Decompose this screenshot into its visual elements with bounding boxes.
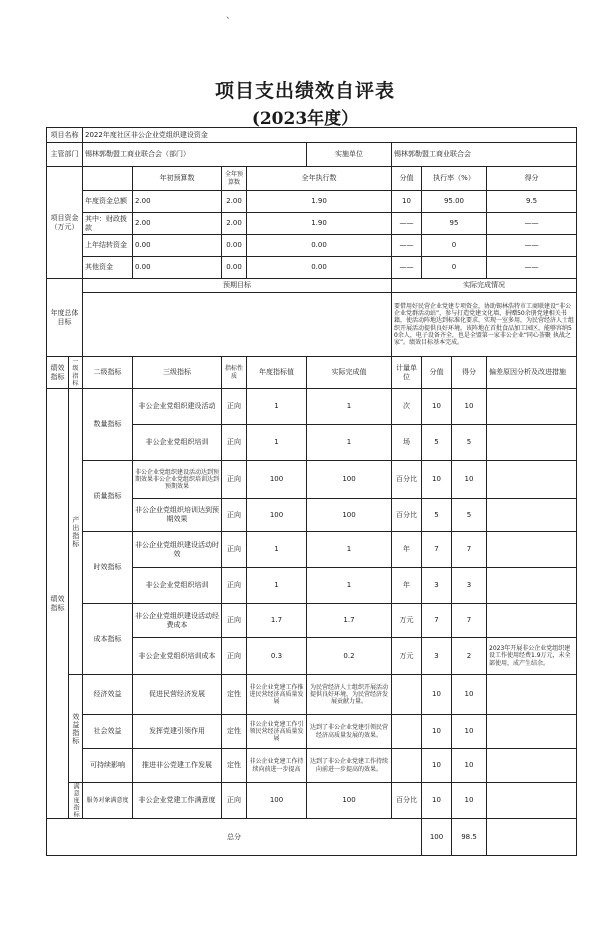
ind-actual: 达到了非公企业党建工作持续向前进一步提高的效果。 <box>307 749 392 783</box>
funds-header-annual: 年初预算数 <box>133 167 222 191</box>
ind-nature: 正向 <box>222 389 247 425</box>
funds-label: 项目资金（万元） <box>47 167 83 279</box>
ind-got: 2 <box>452 638 487 675</box>
ind-target: 1 <box>247 532 307 568</box>
ind-score: 10 <box>422 461 452 499</box>
quality-category: 质量指标 <box>83 461 133 532</box>
ind-score: 3 <box>422 568 452 604</box>
ind-nature: 定性 <box>222 715 247 749</box>
ind-actual: 0.2 <box>307 638 392 675</box>
ind-level2: 经济效益 <box>83 675 133 715</box>
funds-row-score: 10 <box>392 191 422 213</box>
funds-row-got: —— <box>487 235 577 257</box>
impl-value: 锡林郭勒盟工商业联合会 <box>392 143 577 167</box>
ind-actual: 为民营经济人士组织开展活动提供良好环境，为民营经济发展贡献力量。 <box>307 675 392 715</box>
funds-row-label: 其中：财政拨款 <box>83 213 133 235</box>
ind-header-reason: 偏差原因分析及改进措施 <box>487 357 577 389</box>
ind-score: 7 <box>422 604 452 638</box>
goals-expected <box>83 293 392 357</box>
ind-nature: 定性 <box>222 749 247 783</box>
ind-level3: 非公企业党组织培训 <box>133 568 222 604</box>
funds-row-exec: 1.90 <box>247 191 392 213</box>
ind-target: 1.7 <box>247 604 307 638</box>
funds-row-budget: 0.00 <box>133 235 222 257</box>
ind-actual: 1 <box>307 389 392 425</box>
ind-score: 10 <box>422 675 452 715</box>
project-name-label: 项目名称 <box>47 128 83 143</box>
ind-actual: 1.7 <box>307 604 392 638</box>
ind-nature: 正向 <box>222 532 247 568</box>
ind-header-level3: 三级指标 <box>133 357 222 389</box>
ind-target: 非公企业党建工作推进民营经济高质量发展 <box>247 675 307 715</box>
funds-row-rate: 0 <box>422 257 487 279</box>
ind-header-actual: 实际完成值 <box>307 357 392 389</box>
ind-unit <box>392 675 422 715</box>
ind-reason <box>487 604 577 638</box>
funds-row-got: —— <box>487 213 577 235</box>
ind-level3: 非公企业党组织培训成本 <box>133 638 222 675</box>
funds-row-rate: 0 <box>422 235 487 257</box>
ind-actual: 达到了非公企业党建引领民营经济高质量发展的效果。 <box>307 715 392 749</box>
ind-actual: 1 <box>307 532 392 568</box>
ind-reason <box>487 389 577 425</box>
funds-row-budget: 2.00 <box>133 213 222 235</box>
ind-got: 3 <box>452 568 487 604</box>
ind-got: 7 <box>452 532 487 568</box>
funds-row-score: —— <box>392 257 422 279</box>
ind-got: 5 <box>452 425 487 461</box>
ind-reason <box>487 532 577 568</box>
funds-row-rate: 95.00 <box>422 191 487 213</box>
ind-level3: 促进民营经济发展 <box>133 675 222 715</box>
funds-row-label: 其他资金 <box>83 257 133 279</box>
goals-expected-header: 预期目标 <box>83 279 392 293</box>
project-name: 2022年度社区非公企业党组织建设资金 <box>83 128 577 143</box>
ind-unit <box>392 749 422 783</box>
ind-unit <box>392 715 422 749</box>
funds-row-label: 上年结转资金 <box>83 235 133 257</box>
ind-reason <box>487 461 577 499</box>
goals-label: 年度总体目标 <box>47 279 83 357</box>
ind-reason <box>487 749 577 783</box>
funds-row-label: 年度资金总额 <box>83 191 133 213</box>
ind-header-unit: 计量单位 <box>392 357 422 389</box>
ind-reason <box>487 568 577 604</box>
ind-level3: 非公企业党组织建设活动经费成本 <box>133 604 222 638</box>
goals-actual-header: 实际完成情况 <box>392 279 577 293</box>
benefit-indicator-label: 效益指标 <box>71 712 80 745</box>
funds-row-got: 9.5 <box>487 191 577 213</box>
ind-unit: 万元 <box>392 604 422 638</box>
ind-score: 5 <box>422 425 452 461</box>
quantity-category: 数量指标 <box>83 389 133 461</box>
funds-row-rate: 95 <box>422 213 487 235</box>
impl-label: 实施单位 <box>307 143 392 167</box>
ind-level3: 非公企业党组织建设活动时效 <box>133 532 222 568</box>
ind-unit: 百分比 <box>392 461 422 499</box>
ind-score: 7 <box>422 532 452 568</box>
page-title: 项目支出绩效自评表 <box>214 80 395 102</box>
ind-score: 10 <box>422 389 452 425</box>
ind-unit: 百分比 <box>392 499 422 532</box>
ind-header-score: 分值 <box>422 357 452 389</box>
dept-value: 锡林郭勒盟工商业联合会（部门） <box>83 143 307 167</box>
funds-header-exec: 全年执行数 <box>247 167 392 191</box>
ind-actual: 100 <box>307 461 392 499</box>
ind-header-target: 年度指标值 <box>247 357 307 389</box>
funds-header-got: 得分 <box>487 167 577 191</box>
ind-level3: 发挥党建引领作用 <box>133 715 222 749</box>
ind-level3: 非公企业党组织培训 <box>133 425 222 461</box>
ind-block-header: 绩效指标 <box>47 357 69 389</box>
evaluation-table <box>46 127 577 856</box>
ind-level2: 社会效益 <box>83 715 133 749</box>
ind-reason <box>487 499 577 532</box>
funds-row-full: 2.00 <box>222 213 247 235</box>
cost-category: 成本指标 <box>83 604 133 675</box>
funds-row-exec: 0.00 <box>247 235 392 257</box>
ind-header-got: 得分 <box>452 357 487 389</box>
ind-reason <box>487 715 577 749</box>
ind-actual: 1 <box>307 568 392 604</box>
ind-nature: 正向 <box>222 461 247 499</box>
ind-got: 10 <box>452 749 487 783</box>
funds-row-score: —— <box>392 213 422 235</box>
ind-header-level1: 一级指标 <box>69 357 83 389</box>
ind-level3: 非公企业党组织建设活动 <box>133 389 222 425</box>
ind-target: 100 <box>247 499 307 532</box>
ind-nature: 正向 <box>222 638 247 675</box>
funds-row-full: 2.00 <box>222 191 247 213</box>
funds-row-budget: 0.00 <box>133 257 222 279</box>
ind-score: 10 <box>422 783 452 819</box>
ind-block-label: 绩效指标 <box>47 389 69 819</box>
ind-level3: 非公企业党组织建设活动达到预期效果非公企业党组织培训达到预期效果 <box>133 461 222 499</box>
ind-got: 7 <box>452 604 487 638</box>
ind-got: 10 <box>452 783 487 819</box>
ind-target: 100 <box>247 461 307 499</box>
ind-unit: 百分比 <box>392 783 422 819</box>
ind-header-level2: 二级指标 <box>83 357 133 389</box>
funds-header-blank <box>83 167 133 191</box>
total-label: 总分 <box>47 819 422 856</box>
corner-mark: 、 <box>226 11 236 21</box>
ind-target: 1 <box>247 425 307 461</box>
ind-unit: 次 <box>392 389 422 425</box>
ind-level3: 非公企业党建工作满意度 <box>133 783 222 819</box>
funds-row-full: 0.00 <box>222 235 247 257</box>
ind-nature: 定性 <box>222 675 247 715</box>
ind-reason <box>487 675 577 715</box>
ind-score: 10 <box>422 715 452 749</box>
ind-nature: 正向 <box>222 499 247 532</box>
ind-level3: 推进非公党建工作发展 <box>133 749 222 783</box>
dept-label: 主管部门 <box>47 143 83 167</box>
ind-score: 5 <box>422 499 452 532</box>
ind-target: 1 <box>247 389 307 425</box>
ind-target: 1 <box>247 568 307 604</box>
funds-row-exec: 0.00 <box>247 257 392 279</box>
ind-header-nature: 指标性质 <box>222 357 247 389</box>
ind-nature: 正向 <box>222 425 247 461</box>
ind-unit: 年 <box>392 568 422 604</box>
ind-unit: 年 <box>392 532 422 568</box>
funds-header-score: 分值 <box>392 167 422 191</box>
ind-target: 非公企业党建工作持续向前进一步提高 <box>247 749 307 783</box>
ind-target: 100 <box>247 783 307 819</box>
ind-got: 5 <box>452 499 487 532</box>
ind-got: 10 <box>452 715 487 749</box>
ind-unit: 场 <box>392 425 422 461</box>
page-subtitle: (2023年度） <box>251 109 359 129</box>
funds-header-rate: 执行率（%） <box>422 167 487 191</box>
ind-level2: 服务对象满意度 <box>83 783 133 819</box>
funds-row-exec: 1.90 <box>247 213 392 235</box>
ind-level2: 可持续影响 <box>83 749 133 783</box>
funds-row-got: —— <box>487 257 577 279</box>
funds-header-fullbudget: 全年预算数 <box>222 167 247 191</box>
ind-unit: 万元 <box>392 638 422 675</box>
ind-reason <box>487 783 577 819</box>
funds-row-full: 0.00 <box>222 257 247 279</box>
ind-target: 非公企业党建工作引领民营经济高质量发展 <box>247 715 307 749</box>
ind-got: 10 <box>452 675 487 715</box>
ind-nature: 正向 <box>222 604 247 638</box>
funds-row-score: —— <box>392 235 422 257</box>
ind-nature: 正向 <box>222 568 247 604</box>
ind-reason <box>487 425 577 461</box>
ind-actual: 1 <box>307 425 392 461</box>
ind-nature: 正向 <box>222 783 247 819</box>
goals-actual: 要借用好民营企业党建专项资金，协助锡林浩特市工商联建设“非公企业党群活动站”，参与打造党建文化墙，捐赠50余册党建相关书籍，使活动阵地达到标准化要求，实现一室多用，为民营经济人士组织开展活动提供良好环境。该阵地在首批食品加工园区，能够容纳50余人，电子设备齐全，也是全盟第一家非公企业“同心荟聚 执战之家”。绩效目标基本完成。 <box>392 293 577 357</box>
total-score: 100 <box>422 819 452 856</box>
total-got: 98.5 <box>452 819 487 856</box>
funds-row-budget: 2.00 <box>133 191 222 213</box>
satisfaction-indicator-label: 满意度指标 <box>72 783 80 818</box>
ind-target: 0.3 <box>247 638 307 675</box>
output-indicator-label: 产出指标 <box>71 515 80 548</box>
ind-reason: 2023年开展非公企业党组织建设工作使用经费1.9万元，未全部使用，成产生结余。 <box>487 638 577 675</box>
ind-score: 10 <box>422 749 452 783</box>
ind-score: 3 <box>422 638 452 675</box>
ind-got: 10 <box>452 461 487 499</box>
total-blank <box>487 819 577 856</box>
time-category: 时效指标 <box>83 532 133 604</box>
ind-got: 10 <box>452 389 487 425</box>
ind-actual: 100 <box>307 783 392 819</box>
ind-actual: 100 <box>307 499 392 532</box>
ind-level3: 非公企业党组织培训达到预期效果 <box>133 499 222 532</box>
